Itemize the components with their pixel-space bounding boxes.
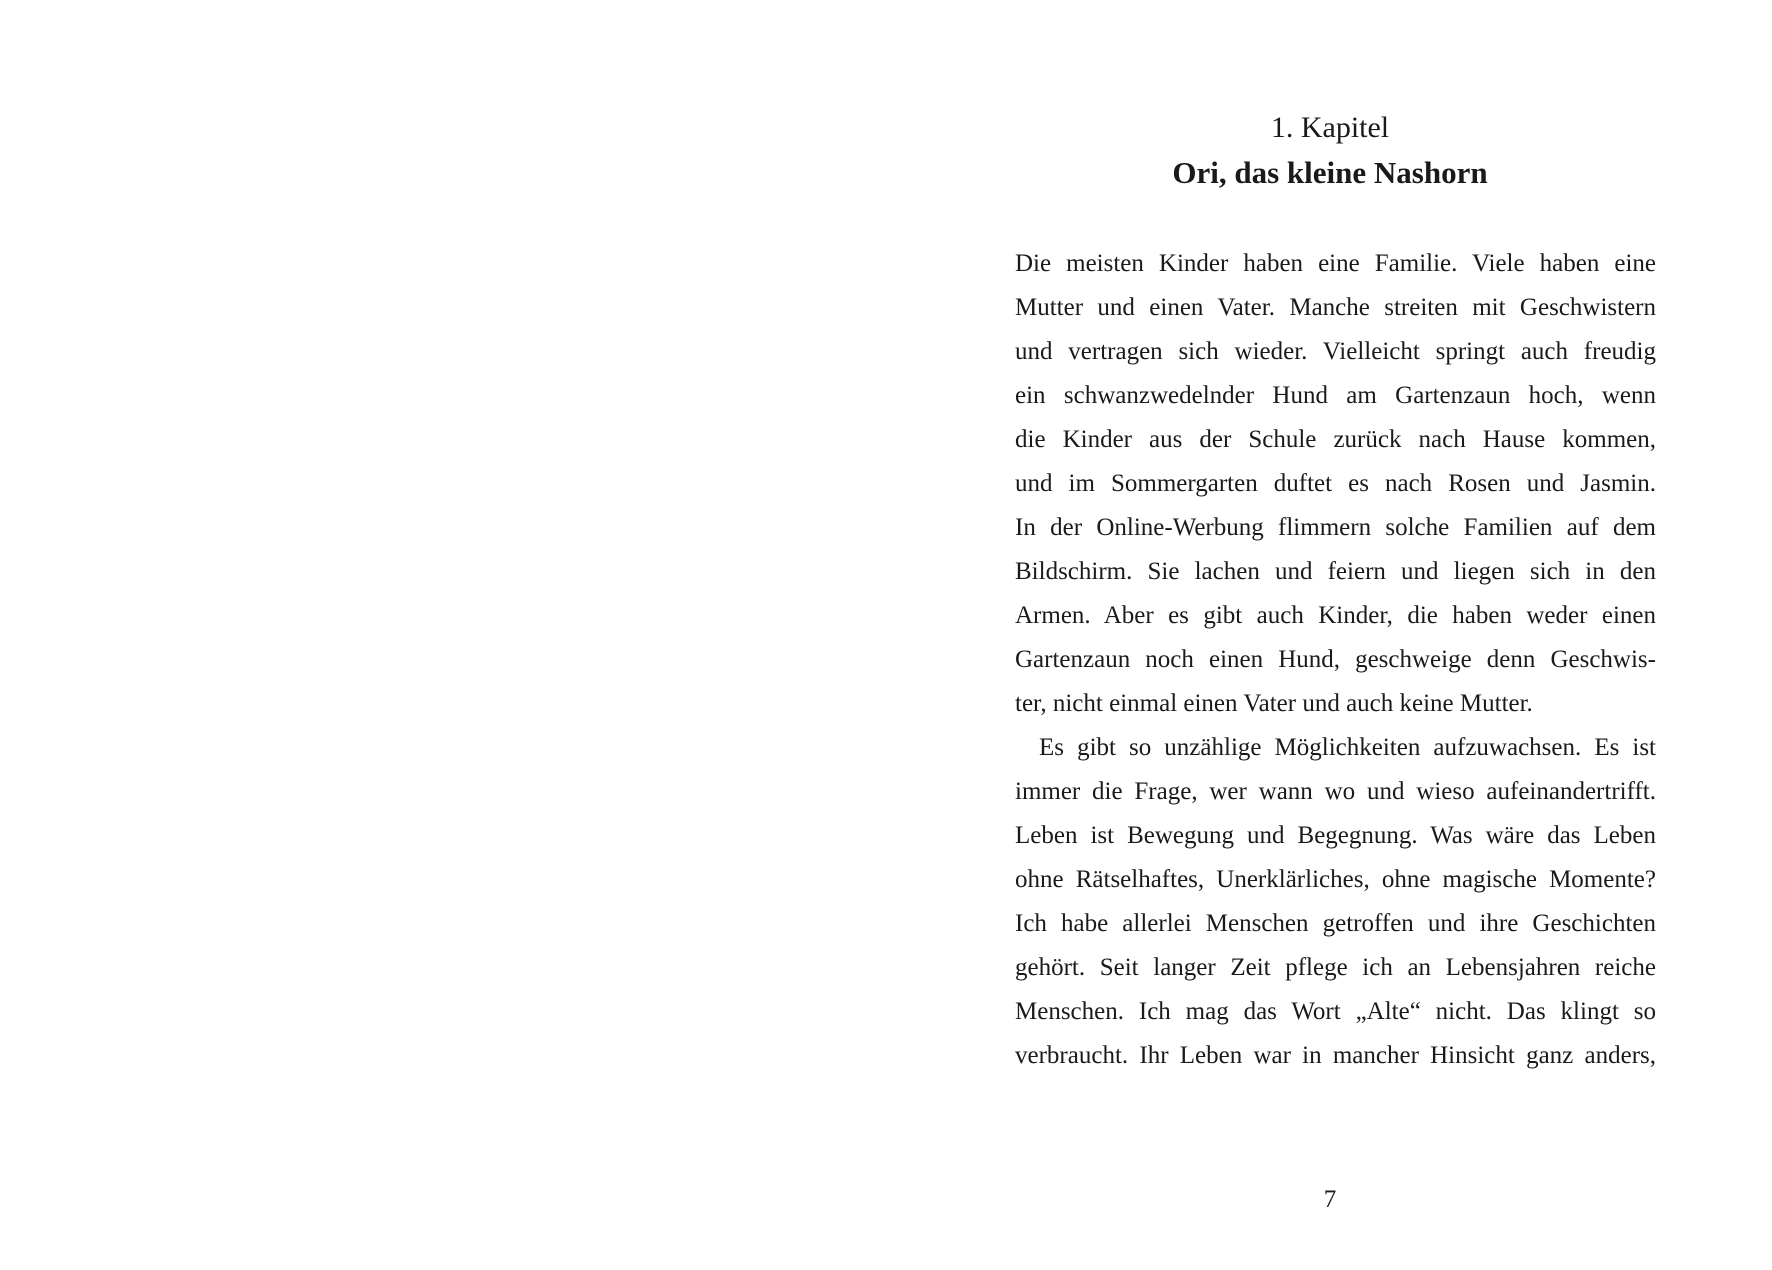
text-line: Bildschirm. Sie lachen und feiern und liegen sich in den (1015, 558, 1656, 585)
paragraph-2 (1015, 726, 1656, 1078)
text-line: In der Online-Werbung flimmern solche Familien auf dem (1015, 514, 1656, 541)
text-line: Leben ist Bewegung und Begegnung. Was wäre das Leben (1015, 822, 1656, 849)
body-text (1015, 242, 1656, 1078)
text-line: Mutter und einen Vater. Manche streiten mit Geschwistern (1015, 294, 1656, 321)
paragraph-1 (1015, 242, 1656, 726)
text-line: immer die Frage, wer wann wo und wieso aufeinandertrifft. (1015, 778, 1656, 805)
text-line: Armen. Aber es gibt auch Kinder, die haben weder einen (1015, 602, 1656, 629)
text-line: die Kinder aus der Schule zurück nach Hause kommen, (1015, 426, 1656, 453)
text-line: verbraucht. Ihr Leben war in mancher Hinsicht ganz anders, (1015, 1042, 1656, 1069)
text-line: ter, nicht einmal einen Vater und auch keine Mutter. (1015, 690, 1533, 717)
page-number: 7 (1323, 1186, 1337, 1213)
chapter-title: Ori, das kleine Nashorn (1172, 155, 1488, 190)
text-line: Menschen. Ich mag das Wort „Alte“ nicht. Das klingt so (1015, 998, 1656, 1025)
text-line: ein schwanzwedelnder Hund am Gartenzaun hoch, wenn (1015, 382, 1656, 409)
text-line: Ich habe allerlei Menschen getroffen und ihre Geschichten (1015, 910, 1656, 937)
text-line: Gartenzaun noch einen Hund, geschweige denn Geschwis- (1015, 646, 1656, 673)
text-line: Die meisten Kinder haben eine Familie. Viele haben eine (1015, 250, 1656, 277)
text-line: Es gibt so unzählige Möglichkeiten aufzuwachsen. Es ist (1039, 734, 1656, 761)
text-line: gehört. Seit langer Zeit pflege ich an Lebensjahren reiche (1015, 954, 1656, 981)
text-line: ohne Rätselhaftes, Unerklärliches, ohne magische Momente? (1015, 866, 1656, 893)
chapter-number: 1. Kapitel (1270, 111, 1390, 144)
text-line: und im Sommergarten duftet es nach Rosen und Jasmin. (1015, 470, 1656, 497)
text-line: und vertragen sich wieder. Vielleicht springt auch freudig (1015, 338, 1656, 365)
